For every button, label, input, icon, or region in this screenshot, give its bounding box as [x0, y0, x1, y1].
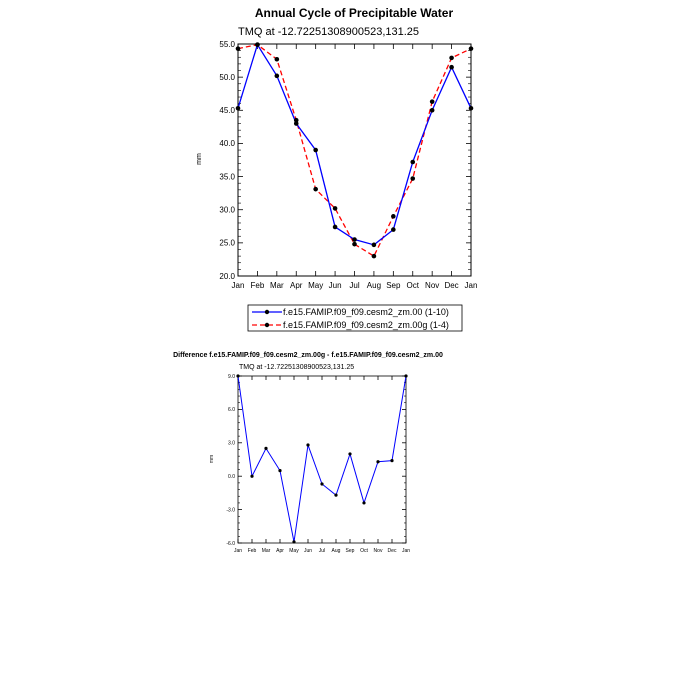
series-1-point — [410, 160, 415, 165]
series-2-point — [255, 42, 260, 47]
series-1-point — [320, 482, 323, 485]
y-tick-label: 40.0 — [219, 139, 235, 149]
series-1-point — [449, 65, 454, 70]
x-tick-label: May — [308, 281, 324, 290]
series-1-point — [469, 106, 474, 111]
x-tick-label: Nov — [425, 281, 440, 290]
series-2-point — [449, 56, 454, 61]
series-1-point — [376, 460, 379, 463]
series-1-point — [348, 452, 351, 455]
series-1-point — [278, 469, 281, 472]
y-tick-label: 20.0 — [219, 271, 235, 281]
top-chart-subtitle: TMQ at -12.72251308900523,131.25 — [238, 26, 420, 38]
x-tick-label: Jan — [231, 281, 245, 290]
series-2-point — [236, 46, 241, 51]
series-1-point — [430, 108, 435, 113]
series-2-point — [352, 242, 357, 247]
series-1-point — [404, 374, 407, 377]
x-tick-label: Oct — [406, 281, 419, 290]
x-tick-label: Dec — [444, 281, 459, 290]
series-1-point — [250, 475, 253, 478]
bottom-chart-subtitle: TMQ at -12.72251308900523,131.25 — [239, 364, 355, 371]
x-tick-label: Aug — [366, 281, 382, 290]
series-1-point — [333, 225, 338, 230]
legend-label-series-2: f.e15.FAMIP.f09_f09.cesm2_zm.00g (1-4) — [283, 320, 449, 330]
x-tick-label: Jul — [349, 281, 360, 290]
series-1-point — [306, 443, 309, 446]
series-1-point — [292, 540, 295, 543]
series-1-point — [264, 447, 267, 450]
x-tick-label: Jun — [328, 281, 342, 290]
series-1-point — [372, 243, 377, 248]
x-tick-label: Sep — [345, 548, 355, 554]
x-tick-label: Apr — [276, 548, 284, 554]
y-tick-label: 50.0 — [219, 72, 235, 82]
y-tick-label: 45.0 — [219, 106, 235, 116]
series-2-point — [333, 206, 338, 211]
x-tick-label: Feb — [250, 281, 265, 290]
x-tick-label: Jul — [318, 548, 326, 554]
series-2-point — [372, 254, 377, 259]
x-tick-label: Jan — [233, 548, 243, 554]
y-tick-label: 55.0 — [219, 39, 235, 49]
x-tick-label: Oct — [360, 548, 368, 554]
series-2-point — [430, 99, 435, 104]
series-1-point — [334, 494, 337, 497]
y-tick-label: 9.0 — [228, 373, 235, 380]
series-1-point — [275, 74, 280, 79]
y-tick-label: -3.0 — [226, 507, 235, 514]
series-2-point — [410, 176, 415, 181]
y-tick-label: 30.0 — [219, 205, 235, 215]
series-1-point — [236, 374, 239, 377]
series-2-point — [391, 214, 396, 219]
top-chart-ylabel: mm — [196, 153, 203, 165]
legend-marker-series-2 — [265, 323, 269, 327]
x-tick-label: Jan — [464, 281, 478, 290]
y-tick-label: 25.0 — [219, 238, 235, 248]
series-2-point — [469, 46, 474, 51]
x-tick-label: Jan — [401, 548, 411, 554]
x-tick-label: Apr — [290, 281, 303, 290]
x-tick-label: Mar — [261, 548, 271, 554]
series-2-point — [313, 187, 318, 192]
x-tick-label: Feb — [247, 548, 257, 554]
series-2-point — [294, 118, 299, 123]
x-tick-label: Sep — [386, 281, 401, 290]
y-tick-label: 6.0 — [228, 407, 235, 414]
bottom-chart-ylabel: mm — [209, 454, 215, 464]
x-tick-label: Mar — [269, 281, 284, 290]
top-legend — [248, 305, 462, 331]
x-tick-label: Aug — [331, 548, 341, 554]
top-chart-title: Annual Cycle of Precipitable Water — [254, 6, 454, 20]
x-tick-label: Dec — [387, 548, 397, 554]
y-tick-label: 3.0 — [228, 440, 235, 447]
series-1-point — [390, 459, 393, 462]
x-tick-label: Jun — [303, 548, 313, 554]
x-tick-label: Nov — [373, 548, 383, 554]
series-1-point — [391, 227, 396, 232]
series-1-point — [313, 148, 318, 153]
y-tick-label: 0.0 — [228, 473, 235, 480]
legend-marker-series-1 — [265, 310, 269, 314]
legend-label-series-1: f.e15.FAMIP.f09_f09.cesm2_zm.00 (1-10) — [283, 307, 449, 317]
x-tick-label: May — [289, 548, 299, 554]
bottom-chart-title: Difference f.e15.FAMIP.f09_f09.cesm2_zm.00g - f.e15.FAMIP.f09_f09.cesm2_zm.00 — [173, 352, 443, 359]
y-tick-label: 35.0 — [219, 172, 235, 182]
series-2-point — [275, 57, 280, 62]
series-1-point — [236, 106, 241, 111]
series-1-point — [362, 501, 365, 504]
series-1-point — [352, 237, 357, 242]
y-tick-label: -6.0 — [226, 540, 235, 547]
